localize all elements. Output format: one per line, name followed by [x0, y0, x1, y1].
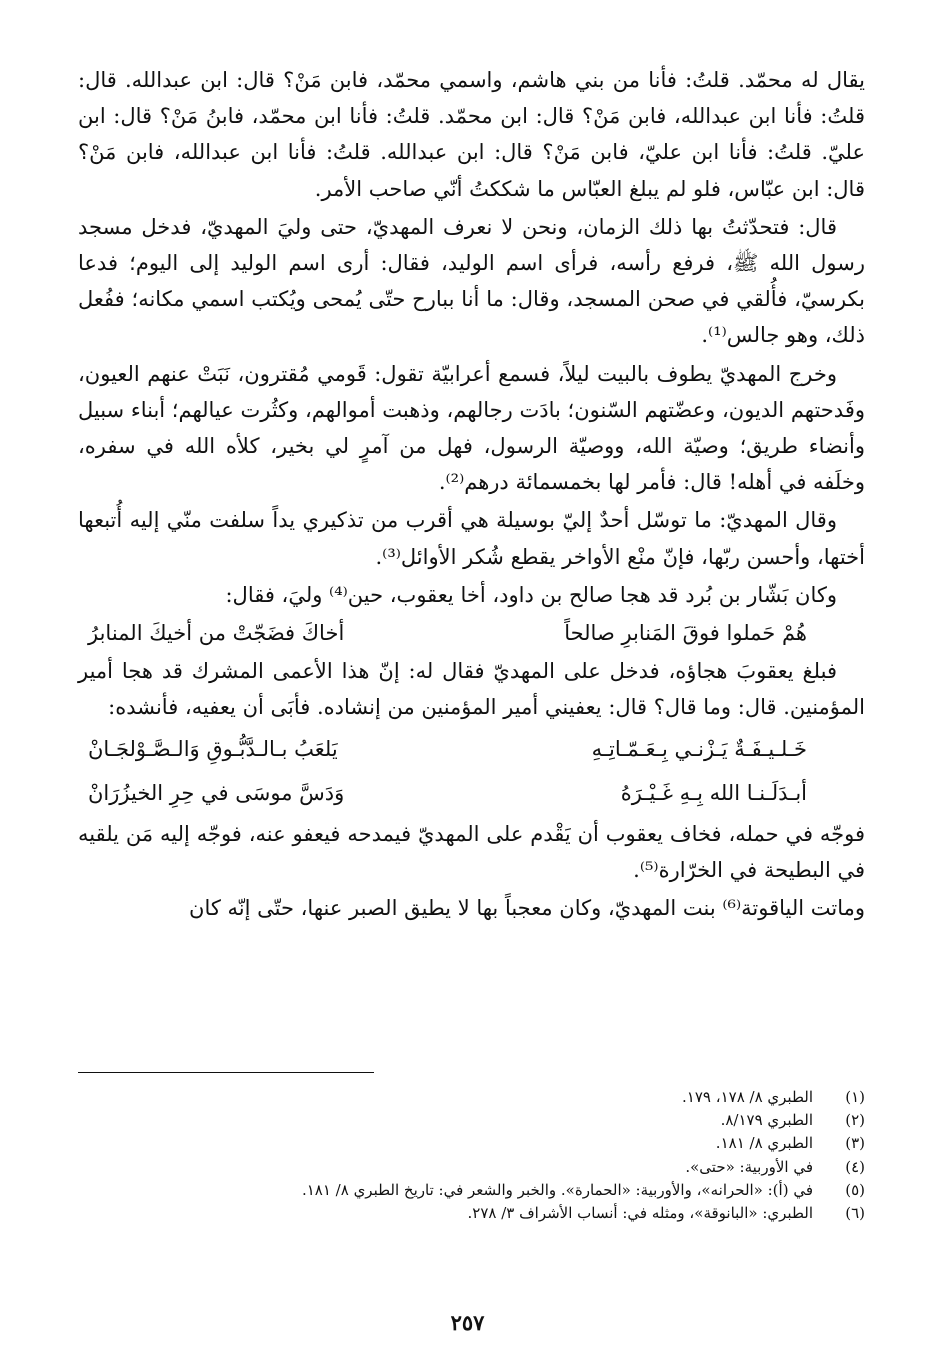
footnote-text: الطبري ٨/١٧٩.: [720, 1111, 813, 1130]
verse-second-hemistich: وَدَسَّ موسَى في حِرِ الخيزُرَانْ: [88, 780, 345, 805]
footnote-number: (٤): [845, 1157, 865, 1176]
verse-second-hemistich: يَلعَبُ بـالـدَّبُّـوقِ وَالـصَّـوْلجَـانْ: [88, 736, 338, 761]
footnote-number: (٥): [845, 1180, 865, 1199]
verse-first-hemistich: هُمْ حَملوا فوقَ المَنابرِ صالحاً: [564, 621, 807, 646]
paragraph: فبلغ يعقوبَ هجاؤه، فدخل على المهديّ فقال له: إنّ هذا الأعمى المشرك قد هجا أمير المؤمنين. قال: وما قال؟ قال: يعفيني أمير المؤمنين من إنشاده. فأبَى أن يعفيه، فأنشده:: [78, 659, 865, 720]
verse-line: [78, 728, 865, 770]
footnote-number: (٢): [845, 1111, 865, 1130]
footnote: [70, 1109, 865, 1132]
paragraph: قال: فتحدّثتُ بها ذلك الزمان، ونحن لا نعرف المهديّ، حتى وليَ المهديّ، فدخل مسجد رسول الله ﷺ، فرفع رأسه، فرأى اسم الوليد، فقال: أرى اسم الوليد إلى اليوم؛ فدعا بكرسيّ، فأُلقي في صحن المسجد، وقال: ما أنا ببارح حتّى يُمحى ويُكتب اسمي مكانه؛ ففُعل ذلك، وهو جالس⁽¹⁾.: [78, 214, 865, 348]
footnote-number: (١): [845, 1088, 865, 1106]
footnote: [70, 1202, 865, 1225]
footnote: [70, 1086, 865, 1109]
verse-second-hemistich: أخاكَ فضَجّتْ من أخيكَ المنابرُ: [88, 621, 345, 646]
footnote: [70, 1156, 865, 1179]
paragraph: وخرج المهديّ يطوف بالبيت ليلاً، فسمع أعرابيّة تقول: قَومي مُقترون، نَبَتْ عنهم العيون، وفَدحتهم الديون، وعضّتهم السّنون؛ بادَت رجالهم، وذهبت أموالهم، وكثُرت عيالهم؛ أبناء سبيل وأنضاء طريق؛ وصيّة الله، ووصيّة الرسول، فهل من آمرٍ لي بخير، كلأه الله في سفره، وخلَفه في أهله! قال: فأمر لها بخمسمائة درهم⁽²⁾.: [77, 361, 865, 495]
footnote-text: الطبري: «البانوقة»، ومثله في: أنساب الأشراف ٣/ ٢٧٨.: [467, 1204, 813, 1223]
paragraph: وكان بَشّار بن بُرد قد هجا صالح بن داود، أخا يعقوب، حين⁽⁴⁾ وليَ، فقال:: [225, 582, 837, 607]
footnote-text: الطبري ٨/ ١٧٨، ١٧٩.: [682, 1088, 813, 1106]
footnote: [70, 1132, 865, 1155]
paragraph: يقال له محمّد. قلتُ: فأنا من بني هاشم، واسمي محمّد، فابن مَنْ؟ قال: ابن عبدالله. قال: قلتُ: فأنا ابن عبدالله، فابن مَنْ؟ قال: ابن محمّد. قلتُ: فأنا ابن محمّد، فابنُ مَنْ؟ قال: ابن عليّ. قلتُ: فأنا ابن عليّ، فابن مَنْ؟ قال: ابن عبدالله. قلتُ: فأنا ابن عبدالله، فابن مَنْ؟ قال: ابن عبّاس، فلو لم يبلغ العبّاس ما شككتُ أنّي صاحب الأمر.: [78, 68, 865, 201]
footnote: [70, 1179, 865, 1202]
footnote-number: (٦): [845, 1204, 865, 1223]
paragraph: وماتت الياقوتة⁽⁶⁾ بنت المهديّ، وكان معجباً بها لا يطيق الصبر عنها، حتّى إنّه كان: [189, 896, 865, 921]
footnote-separator: [78, 1072, 374, 1073]
footnote-text: الطبري ٨/ ١٨١.: [715, 1134, 813, 1153]
footnotes: [70, 1086, 865, 1225]
page-number: ٢٥٧: [450, 1310, 485, 1335]
footnote-number: (٣): [845, 1134, 865, 1153]
paragraph: وقال المهديّ: ما توسّل أحدٌ إليّ بوسيلة هي أقرب من تذكيري يداً سلفت منّي إليه أُتبعها أختها، وأحسن ربّها، فإنّ منْع الأواخر يقطع شُكر الأوائل⁽³⁾.: [78, 508, 865, 569]
verse-line: [78, 772, 865, 814]
footnote-text: في الأوربية: «حتى».: [685, 1157, 813, 1176]
paragraph: فوجّه في حمله، فخاف يعقوب أن يَقْدم على المهديّ فيمدحه فيعفو عنه، فوجّه إليه مَن يلقيه في البطيحة في الخرّارة⁽⁵⁾.: [78, 821, 865, 882]
footnote-text: في (أ): «الحرانه»، والأوربية: «الحمارة». والخبر والشعر في: تاريخ الطبري ٨/ ١٨١.: [301, 1180, 813, 1199]
main-text: [78, 62, 865, 926]
verse-first-hemistich: أبـدَلَـنـا الله بِـهِ غَـيْـرَهُ: [620, 780, 807, 805]
verse-line: [78, 615, 865, 651]
verse-first-hemistich: خَـلـيـفَـةٌ يَـزْنـي بِـعَـمّـاتِـهِ: [591, 736, 807, 761]
